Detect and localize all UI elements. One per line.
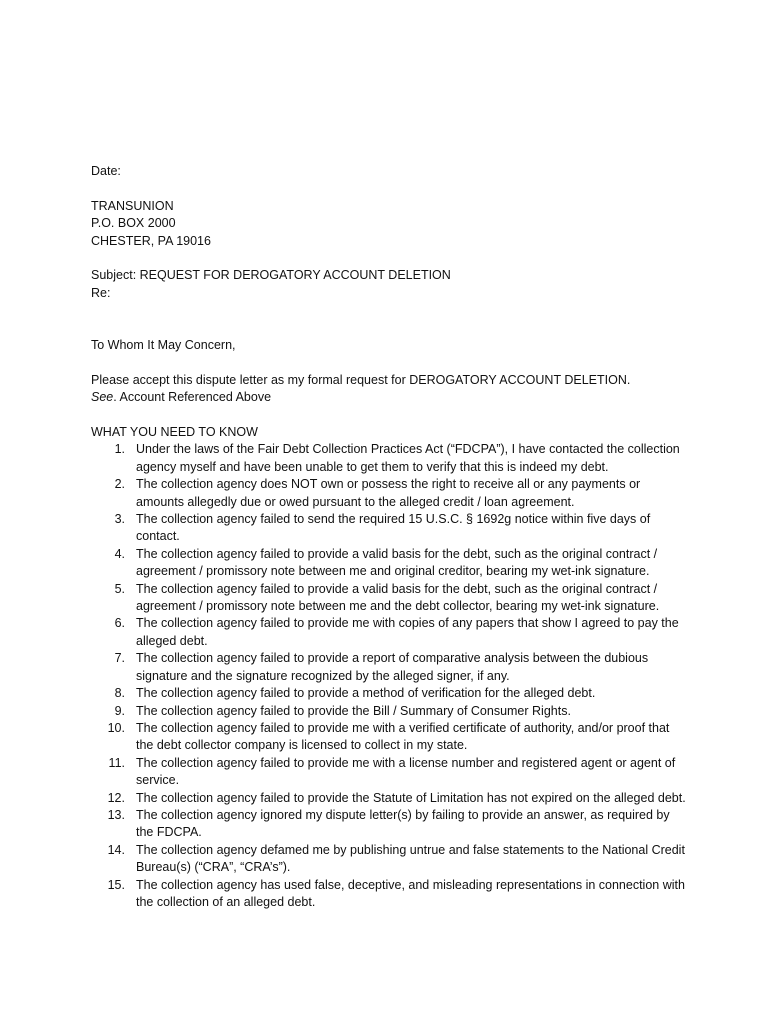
re-label: Re: xyxy=(91,285,111,300)
list-item-text: The collection agency ignored my dispute letter(s) by failing to provide an answer, as required by the FDCPA. xyxy=(136,807,670,840)
list-item-text: The collection agency failed to provide me with a verified certificate of authority, and/or proof that the debt collector company is licensed to collect in my state. xyxy=(136,720,670,753)
list-item xyxy=(91,842,686,877)
date-label: Date: xyxy=(91,164,121,178)
list-item-text: The collection agency does NOT own or possess the right to receive all or any payments or amounts allegedly due or owed pursuant to the alleged credit / loan agreement. xyxy=(136,477,641,509)
list-item xyxy=(91,703,686,720)
list-item xyxy=(91,650,686,685)
list-item-number: 4. xyxy=(114,546,125,561)
list-item-text: The collection agency failed to provide a valid basis for the debt, such as the original contract / agreement / promissory note between me and original creditor, bearing my wet-ink signature. xyxy=(136,546,658,579)
intro-see: See xyxy=(91,390,114,405)
list-item-number: 7. xyxy=(114,651,125,666)
list-item-number: 14. xyxy=(107,842,125,857)
recipient-address-line2: CHESTER, PA 19016 xyxy=(91,233,211,248)
list-item-number: 11. xyxy=(108,755,125,770)
list-item-text: The collection agency failed to provide me with a license number and registered agent or agent of service. xyxy=(136,755,676,788)
list-item-text: The collection agency failed to provide a method of verification for the alleged debt. xyxy=(136,686,596,701)
list-item-number: 15. xyxy=(107,877,125,892)
list-item-number: 6. xyxy=(114,616,125,631)
intro-see-suffix: . xyxy=(113,390,117,405)
list-item-text: The collection agency failed to send the required 15 U.S.C. § 1692g notice within five days of contact. xyxy=(136,512,651,544)
list-item xyxy=(91,441,686,476)
intro-text: Please accept this dispute letter as my formal request for DEROGATORY ACCOUNT DELETION. xyxy=(91,372,631,387)
recipient-name: TRANSUNION xyxy=(91,198,174,213)
section-heading: WHAT YOU NEED TO KNOW xyxy=(91,425,258,440)
list-item xyxy=(91,546,686,581)
list-item xyxy=(91,581,686,616)
letter-body xyxy=(91,163,691,911)
recipient-address xyxy=(91,198,691,250)
salutation: To Whom It May Concern, xyxy=(91,338,236,353)
list-item-number: 10. xyxy=(107,720,125,735)
list-item xyxy=(91,877,686,912)
list-item-text: The collection agency has used false, deceptive, and misleading representations in connection with the collection of an alleged debt. xyxy=(136,877,685,909)
list-item-number: 1. xyxy=(114,442,125,457)
list-item xyxy=(91,511,686,546)
list-item-text: The collection agency failed to provide a valid basis for the debt, such as the original contract / agreement / promissory note between me and the debt collector, bearing my wet-ink signature. xyxy=(136,581,660,614)
list-item xyxy=(91,720,686,755)
list-item-number: 3. xyxy=(114,512,125,527)
list-item-number: 13. xyxy=(107,807,125,822)
recipient-address-line1: P.O. BOX 2000 xyxy=(91,216,176,231)
list-item xyxy=(91,807,686,842)
list-item xyxy=(91,685,686,702)
list-item-number: 2. xyxy=(114,477,125,492)
intro-paragraph xyxy=(91,372,651,407)
list-item-number: 9. xyxy=(114,703,125,718)
list-item xyxy=(91,615,686,650)
list-item-text: The collection agency failed to provide the Bill / Summary of Consumer Rights. xyxy=(136,703,571,718)
reasons-list xyxy=(91,441,691,911)
list-item-text: The collection agency failed to provide a report of comparative analysis between the dubious signature and the signature recognized by the alleged signer, if any. xyxy=(136,651,649,683)
list-item xyxy=(91,790,686,807)
list-item-number: 5. xyxy=(114,581,125,596)
list-item xyxy=(91,755,686,790)
list-item-number: 12. xyxy=(107,790,125,805)
list-item-number: 8. xyxy=(114,686,125,701)
list-item-text: The collection agency failed to provide me with copies of any papers that show I agreed to pay the alleged debt. xyxy=(136,616,679,648)
list-item-text: The collection agency defamed me by publishing untrue and false statements to the National Credit Bureau(s) (“CRA”, “CRA’s”). xyxy=(136,842,685,875)
list-item-text: Under the laws of the Fair Debt Collection Practices Act (“FDCPA”), I have contacted the collection agency myself and have been unable to get them to verify that this is indeed my debt. xyxy=(136,442,680,474)
intro-reference: Account Referenced Above xyxy=(119,390,272,405)
subject-line: Subject: REQUEST FOR DEROGATORY ACCOUNT DELETION xyxy=(91,268,451,283)
list-item xyxy=(91,476,686,511)
list-item-text: The collection agency failed to provide the Statute of Limitation has not expired on the alleged debt. xyxy=(136,790,686,805)
